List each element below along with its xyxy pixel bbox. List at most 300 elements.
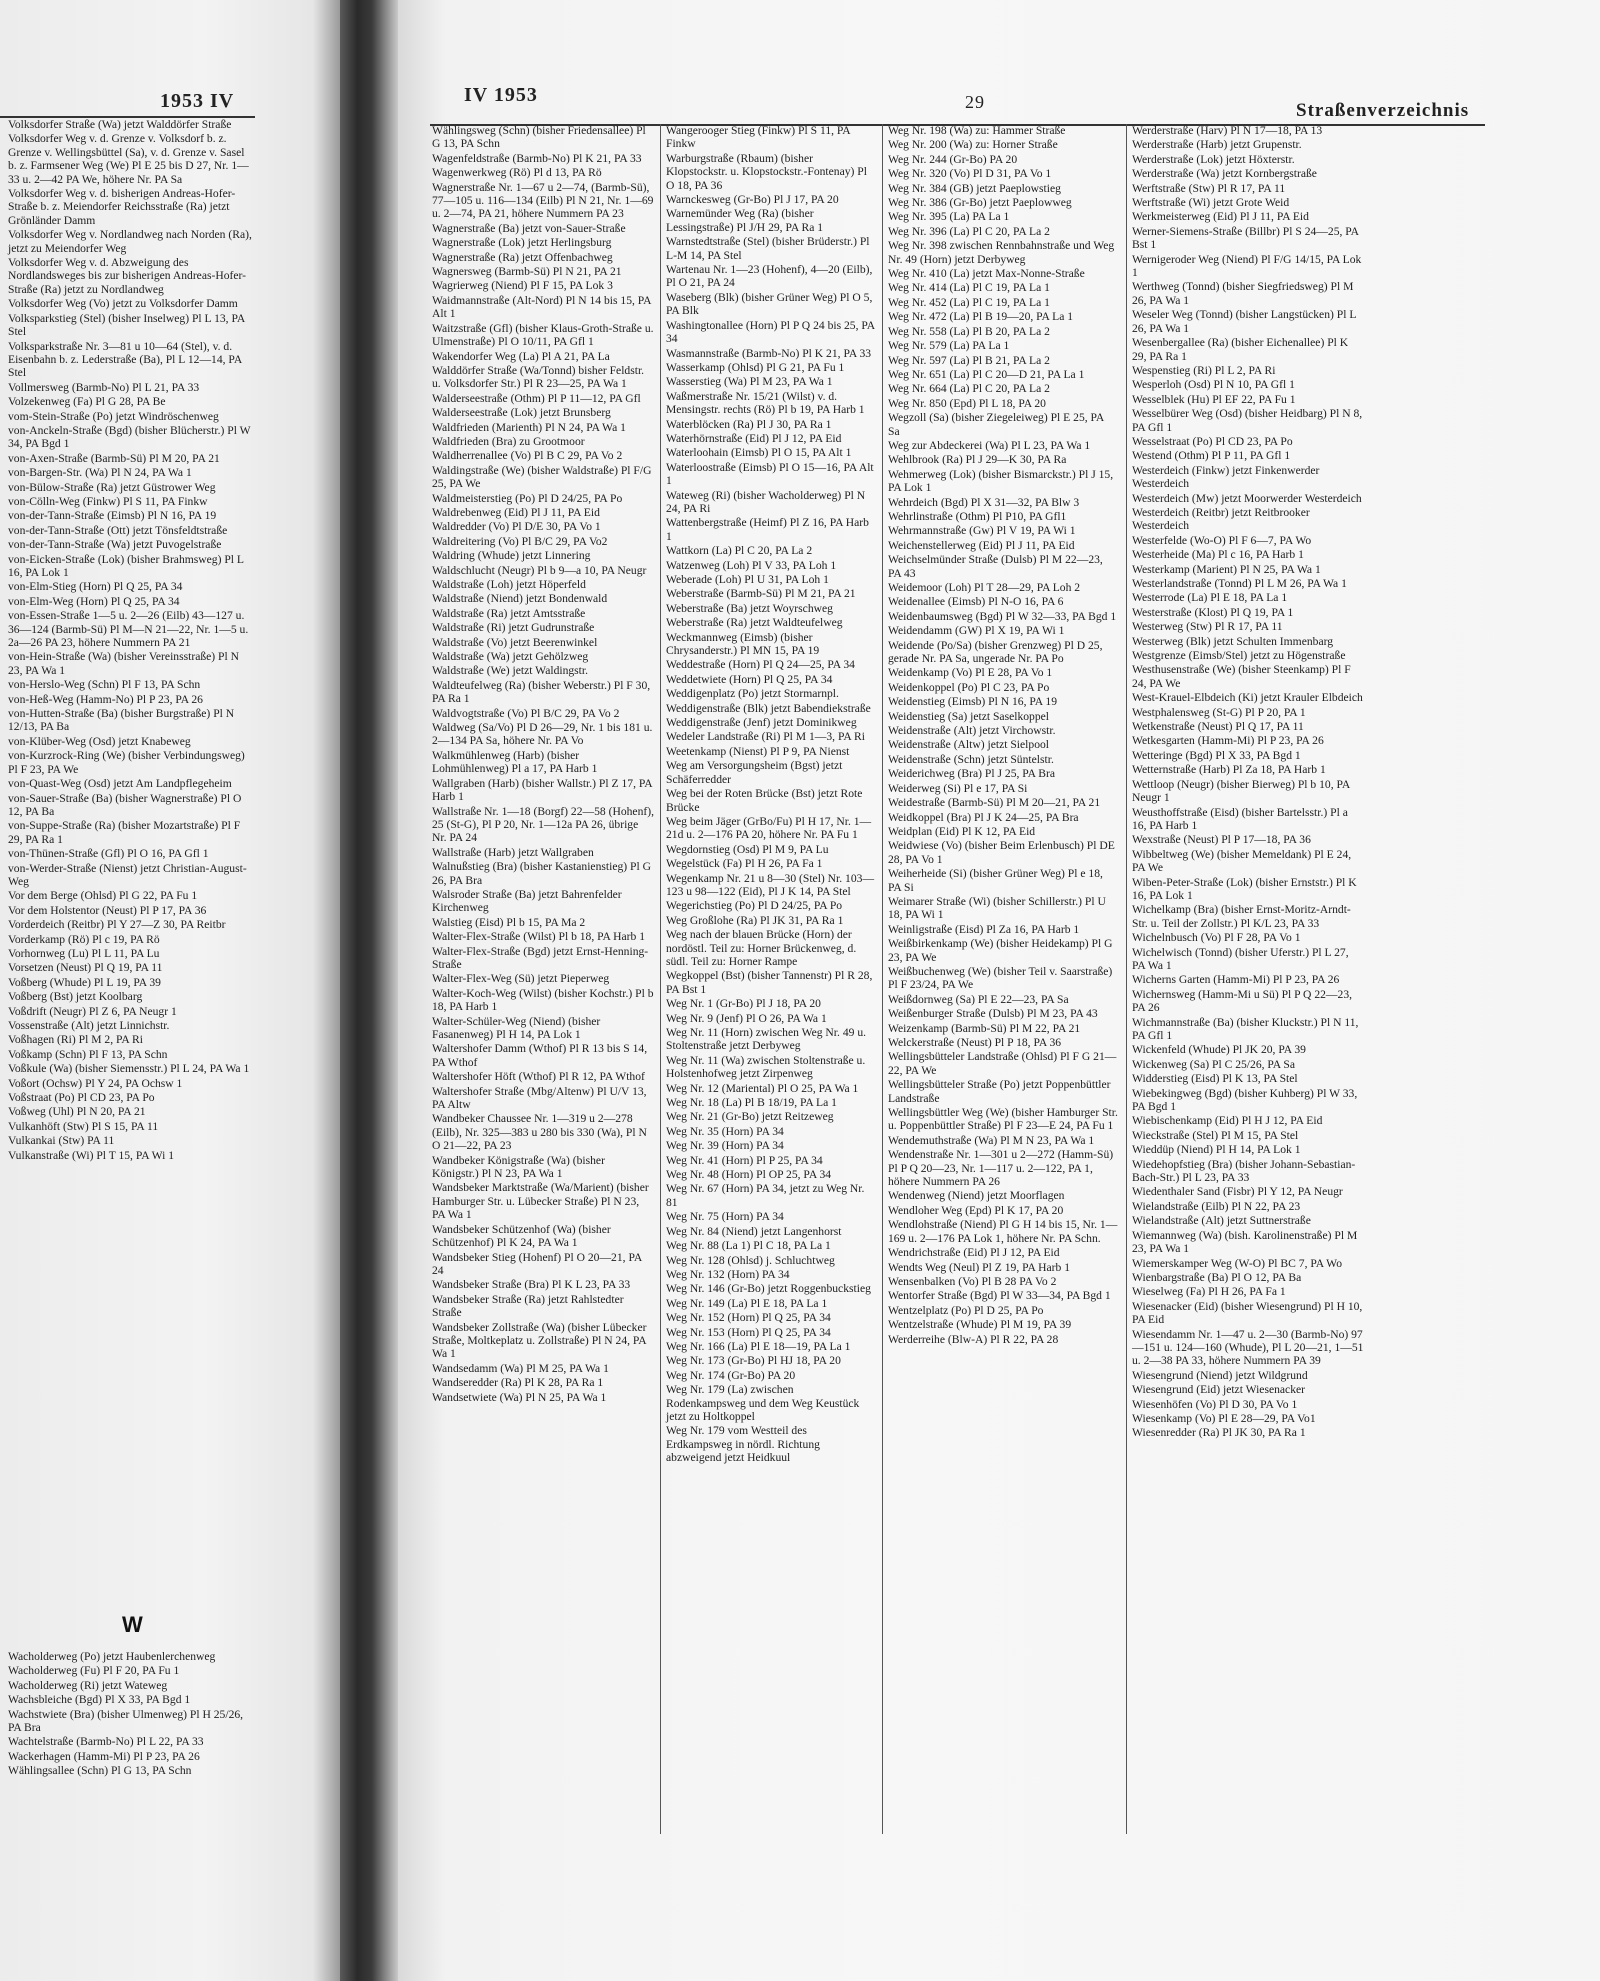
directory-entry: Weddigenstraße (Blk) jetzt Babendiekstraße bbox=[666, 701, 871, 715]
directory-entry: von-Heß-Weg (Hamm-No) Pl P 23, PA 26 bbox=[8, 692, 203, 706]
directory-entry: Volksdorfer Straße (Wa) jetzt Walddörfer Straße bbox=[8, 118, 232, 131]
directory-entry: Vulkankai (Stw) PA 11 bbox=[8, 1134, 115, 1148]
directory-entry: Weidendamm (GW) Pl X 19, PA Wi 1 bbox=[888, 624, 1065, 638]
directory-entry: Weberstraße (Ra) jetzt Waldteufelweg bbox=[666, 616, 843, 630]
directory-entry: Wendlohstraße (Niend) Pl G H 14 bis 15, Nr. 1—169 u. 2—176 PA Lok 1, höhere Nr. PA Schn. bbox=[888, 1218, 1118, 1245]
directory-entry: Weberstraße (Barmb-Sü) Pl M 21, PA 21 bbox=[666, 587, 856, 601]
directory-entry: Vorderkamp (Rö) Pl c 19, PA Rö bbox=[8, 932, 160, 946]
directory-entry: Weg Nr. 146 (Gr-Bo) jetzt Roggenbuckstieg bbox=[666, 1282, 871, 1296]
directory-entry: von-der-Tann-Straße (Ott) jetzt Tönsfeldtstraße bbox=[8, 523, 228, 537]
directory-entry: Voßberg (Whude) Pl L 19, PA 39 bbox=[8, 975, 161, 989]
directory-entry: Weg beim Jäger (GrBo/Fu) Pl H 17, Nr. 1—21d u. 2—176 PA 20, höhere Nr. PA Fu 1 bbox=[666, 814, 872, 842]
directory-entry: Weg Nr. 12 (Mariental) Pl O 25, PA Wa 1 bbox=[666, 1081, 859, 1095]
directory-entry: Wichmannstraße (Ba) (bisher Kluckstr.) Pl N 11, PA Gfl 1 bbox=[1132, 1015, 1362, 1042]
directory-entry: Wagnersweg (Barmb-Sü) Pl N 21, PA 21 bbox=[432, 265, 622, 279]
directory-entry: Wakendorfer Weg (La) Pl A 21, PA La bbox=[432, 349, 610, 363]
directory-entry: Wangerooger Stieg (Finkw) Pl S 11, PA Finkw bbox=[666, 124, 853, 151]
directory-entry: Wieddüp (Niend) Pl H 14, PA Lok 1 bbox=[1132, 1143, 1301, 1157]
directory-entry: Wiesenkamp (Vo) Pl E 28—29, PA Vo1 bbox=[1132, 1411, 1316, 1425]
directory-entry: Wagnerstraße Nr. 1—67 u 2—74, (Barmb-Sü), 77—105 u. 116—134 (Eilb) Pl N 21, Nr. 1—69 u. 2—74, PA 21, höhere Nummern PA 23 bbox=[432, 180, 657, 221]
directory-entry: Weg Nr. 84 (Niend) jetzt Langenhorst bbox=[666, 1224, 842, 1238]
directory-entry: Weichselmünder Straße (Dulsb) Pl M 22—23, PA 43 bbox=[888, 553, 1106, 580]
directory-entry: Weidenstraße (Alt) jetzt Virchowstr. bbox=[888, 724, 1056, 738]
directory-entry: Walsroder Straße (Ba) jetzt Bahrenfelder Kirchenweg bbox=[432, 887, 625, 915]
directory-entry: Weg Nr. 850 (Epd) Pl L 18, PA 20 bbox=[888, 396, 1046, 410]
directory-entry: Weidende (Po/Sa) (bisher Grenzweg) Pl D 25, gerade Nr. PA Sa, ungerade Nr. PA Po bbox=[888, 638, 1106, 666]
directory-entry: Widderstieg (Eisd) Pl K 13, PA Stel bbox=[1132, 1072, 1298, 1086]
directory-entry: Wandbeker Königstraße (Wa) (bisher Königstr.) Pl N 23, PA Wa 1 bbox=[432, 1153, 608, 1181]
directory-entry: Weidplan (Eid) Pl K 12, PA Eid bbox=[888, 824, 1036, 838]
directory-entry: Wiesengrund (Eid) jetzt Wiesenacker bbox=[1132, 1383, 1306, 1397]
directory-entry: Wedeler Landstraße (Ri) Pl M 1—3, PA Ri bbox=[666, 730, 865, 744]
directory-entry: Weg nach der blauen Brücke (Horn) der nordöstl. Teil zu: Horner Brückenweg, d. südl. Teil zu: Horner Rampe bbox=[666, 928, 860, 968]
directory-entry: Weusthoffstraße (Eisd) (bisher Bartelsstr.) Pl a 16, PA Harb 1 bbox=[1132, 805, 1351, 832]
directory-entry: Weinligstraße (Eisd) Pl Za 16, PA Harb 1 bbox=[888, 922, 1080, 936]
directory-entry: Weiderichweg (Bra) Pl J 25, PA Bra bbox=[888, 767, 1056, 781]
directory-entry: Walter-Flex-Straße (Bgd) jetzt Ernst-Henning-Straße bbox=[432, 944, 649, 971]
directory-entry: Waterblöcken (Ra) Pl J 30, PA Ra 1 bbox=[666, 417, 832, 431]
directory-entry: Wentzelplatz (Po) Pl D 25, PA Po bbox=[888, 1303, 1044, 1317]
directory-entry: Westerkamp (Marient) Pl N 25, PA Wa 1 bbox=[1132, 562, 1321, 576]
directory-entry: Weidestraße (Barmb-Sü) Pl M 20—21, PA 21 bbox=[888, 796, 1101, 810]
directory-entry: Waldstraße (Ra) jetzt Amtsstraße bbox=[432, 606, 586, 620]
directory-entry: Wichernsweg (Hamm-Mi u Sü) Pl P Q 22—23, PA 26 bbox=[1132, 987, 1355, 1015]
directory-entry: Wichelwisch (Tonnd) (bisher Uferstr.) Pl L 27, PA Wa 1 bbox=[1132, 945, 1352, 972]
directory-entry: Weg Nr. 472 (La) Pl B 19—20, PA La 1 bbox=[888, 310, 1074, 324]
directory-entry: Voßhagen (Ri) Pl M 2, PA Ri bbox=[8, 1033, 143, 1047]
directory-entry: Weidenstraße (Schn) jetzt Süntelstr. bbox=[888, 752, 1054, 766]
directory-entry: Waltershofer Straße (Mbg/Altenw) Pl U/V 13, PA Altw bbox=[432, 1084, 650, 1112]
left-page bbox=[0, 0, 340, 1981]
directory-entry: Waterloostraße (Eimsb) Pl O 15—16, PA Alt 1 bbox=[666, 460, 877, 488]
directory-entry: Waßmerstraße Nr. 15/21 (Wilst) v. d. Mensingstr. rechts (Rö) Pl b 19, PA Harb 1 bbox=[666, 389, 865, 417]
directory-entry: Weidemoor (Loh) Pl T 28—29, PA Loh 2 bbox=[888, 581, 1081, 594]
left-column-top bbox=[8, 118, 256, 1580]
directory-entry: Wickenfeld (Whude) Pl JK 20, PA 39 bbox=[1132, 1043, 1306, 1057]
directory-entry: Walter-Flex-Straße (Wilst) Pl b 18, PA Harb 1 bbox=[432, 930, 646, 944]
directory-entry: Wetkenstraße (Neust) Pl Q 17, PA 11 bbox=[1132, 720, 1304, 734]
directory-entry: Waterhörnstraße (Eid) Pl J 12, PA Eid bbox=[666, 431, 842, 445]
directory-entry: Wartenau Nr. 1—23 (Hohenf), 4—20 (Eilb), Pl O 21, PA 24 bbox=[666, 263, 876, 290]
directory-entry: Wendenweg (Niend) jetzt Moorflagen bbox=[888, 1189, 1065, 1203]
directory-entry: Weidenstieg (Sa) jetzt Saselkoppel bbox=[888, 709, 1050, 723]
directory-entry: Wasserstieg (Wa) Pl M 23, PA Wa 1 bbox=[666, 375, 833, 389]
directory-entry: Voßstraat (Po) Pl CD 23, PA Po bbox=[8, 1091, 155, 1105]
directory-entry: Westerweg (Stw) Pl R 17, PA 11 bbox=[1132, 620, 1283, 634]
directory-entry: Warnstedtstraße (Stel) (bisher Brüderstr.) Pl L-M 14, PA Stel bbox=[666, 235, 873, 262]
directory-entry: vom-Stein-Straße (Po) jetzt Windröschenweg bbox=[8, 409, 219, 423]
directory-entry: Weg Nr. 67 (Horn) PA 34, jetzt zu Weg Nr. 81 bbox=[666, 1182, 868, 1209]
column-divider-2 bbox=[882, 124, 883, 1834]
directory-entry: Waldstraße (Ri) jetzt Gudrunstraße bbox=[432, 621, 595, 635]
directory-entry: Waltershofer Damm (Wthof) Pl R 13 bis S 14, PA Wthof bbox=[432, 1042, 651, 1069]
directory-entry: Vorsetzen (Neust) Pl Q 19, PA 11 bbox=[8, 961, 163, 975]
directory-entry: Wacholderweg (Ri) jetzt Wateweg bbox=[8, 1678, 168, 1692]
directory-entry: Wetkesgarten (Hamm-Mi) Pl P 23, PA 26 bbox=[1132, 734, 1324, 748]
directory-entry: Wandsbeker Straße (Ra) jetzt Rahlstedter Straße bbox=[432, 1292, 627, 1320]
directory-entry: Wagenfeldstraße (Barmb-No) Pl K 21, PA 33 bbox=[432, 151, 642, 165]
directory-entry: Weidenkoppel (Po) Pl C 23, PA Po bbox=[888, 680, 1050, 694]
directory-entry: Weg Nr. 88 (La 1) Pl C 18, PA La 1 bbox=[666, 1239, 831, 1253]
directory-entry: Wendemuthstraße (Wa) Pl M N 23, PA Wa 1 bbox=[888, 1133, 1095, 1147]
directory-entry: Wetteringe (Bgd) Pl X 33, PA Bgd 1 bbox=[1132, 748, 1301, 762]
directory-entry: von-Essen-Straße 1—5 u. 2—26 (Eilb) 43—127 u. 36—124 (Barmb-Sü) Pl M—N 21—22, Nr. 1—5 u. 2a—26 PA 23, höhere Nummern PA 21 bbox=[8, 609, 252, 650]
directory-entry: Wiesenhöfen (Vo) Pl D 30, PA Vo 1 bbox=[1132, 1397, 1298, 1411]
directory-entry: Weg Nr. 39 (Horn) PA 34 bbox=[666, 1139, 784, 1153]
directory-entry: Weg Nr. 398 zwischen Rennbahnstraße und Weg Nr. 49 (Horn) jetzt Derbyweg bbox=[888, 239, 1118, 266]
directory-entry: Waldring (Whude) jetzt Linnering bbox=[432, 549, 591, 563]
directory-entry: Volksdorfer Weg v. d. bisherigen Andreas-Hofer-Straße b. z. Meiendorfer Reichsstraße (Ra) jetzt Grönländer Damm bbox=[8, 187, 236, 227]
right-column-3 bbox=[888, 124, 1121, 1834]
directory-entry: Wallstraße Nr. 1—18 (Borgf) 22—58 (Hohenf), 25 (St-G), Pl P 20, Nr. 1—12a PA 26, übrige Nr. PA 24 bbox=[432, 804, 657, 845]
directory-entry: Wichelnbusch (Vo) Pl F 28, PA Vo 1 bbox=[1132, 931, 1301, 945]
directory-entry: Wandsbeker Zollstraße (Wa) (bisher Lübecker Straße, Moltkeplatz u. Zollstraße) Pl N 24, PA Wa 1 bbox=[432, 1320, 650, 1361]
directory-entry: Weg Nr. 579 (La) PA La 1 bbox=[888, 339, 1010, 353]
left-column-bottom bbox=[8, 1650, 256, 1882]
directory-entry: Wandsbeker Schützenhof (Wa) (bisher Schützenhof) Pl K 24, PA Wa 1 bbox=[432, 1222, 614, 1250]
directory-entry: Wichelkamp (Bra) (bisher Ernst-Moritz-Arndt-Str. u. Teil der Zollstr.) Pl K/L 23, PA 33 bbox=[1132, 903, 1351, 930]
directory-entry: Wehlbrook (Ra) Pl J 29—K 30, PA Ra bbox=[888, 453, 1067, 467]
directory-entry: Wagrierweg (Niend) Pl F 15, PA Lok 3 bbox=[432, 279, 613, 293]
directory-entry: von-Klüber-Weg (Osd) jetzt Knabeweg bbox=[8, 734, 191, 748]
directory-entry: Wagenwerkweg (Rö) Pl d 13, PA Rö bbox=[432, 166, 602, 180]
directory-entry: Westerfelde (Wo-O) Pl F 6—7, PA Wo bbox=[1132, 533, 1312, 547]
right-column-4 bbox=[1132, 124, 1367, 1834]
directory-entry: Walter-Koch-Weg (Wilst) (bisher Kochstr.) Pl b 18, PA Harb 1 bbox=[432, 986, 657, 1014]
directory-entry: von-Elm-Stieg (Horn) Pl Q 25, PA 34 bbox=[8, 580, 183, 594]
section-letter-w: W bbox=[122, 1612, 143, 1637]
left-page-header: 1953 IV bbox=[160, 90, 235, 112]
directory-entry: Werderreihe (Blw-A) Pl R 22, PA 28 bbox=[888, 1332, 1059, 1346]
directory-entry: von-Sauer-Straße (Ba) (bisher Wagnerstraße) Pl O 12, PA Ba bbox=[8, 791, 245, 818]
directory-entry: Wettloop (Neugr) (bisher Bierweg) Pl b 10, PA Neugr 1 bbox=[1132, 777, 1353, 805]
directory-entry: Wieselweg (Fa) Pl H 26, PA Fa 1 bbox=[1132, 1285, 1286, 1299]
directory-entry: Westerweg (Blk) jetzt Schulten Immenbarg bbox=[1132, 634, 1334, 648]
directory-entry: Wentzelstraße (Whude) Pl M 19, PA 39 bbox=[888, 1318, 1072, 1332]
right-page bbox=[398, 0, 1600, 1981]
directory-entry: Westerrode (La) Pl E 18, PA La 1 bbox=[1132, 591, 1288, 605]
directory-entry: Wernigeroder Weg (Niend) Pl F/G 14/15, PA Lok 1 bbox=[1132, 252, 1365, 280]
directory-entry: Wegenkamp Nr. 21 u 8—30 (Stel) Nr. 103—123 u 98—122 (Eid), Pl J K 14, PA Stel bbox=[666, 871, 875, 898]
directory-entry: Wandbeker Chaussee Nr. 1—319 u 2—278 (Eilb), Nr. 325—383 u 280 bis 330 (Wa), Pl N O 21—22, PA 23 bbox=[432, 1112, 650, 1153]
directory-entry: Wiesengrund (Niend) jetzt Wildgrund bbox=[1132, 1368, 1308, 1382]
directory-entry: Westerdeich (Finkw) jetzt Finkenwerder Westerdeich bbox=[1132, 463, 1323, 491]
directory-entry: Wegzoll (Sa) (bisher Ziegeleiweg) Pl E 25, PA Sa bbox=[888, 411, 1107, 438]
directory-entry: Welckerstraße (Neust) Pl P 18, PA 36 bbox=[888, 1036, 1062, 1049]
directory-entry: Waldherrenallee (Vo) Pl B C 29, PA Vo 2 bbox=[432, 449, 623, 463]
directory-entry: Warnckesweg (Gr-Bo) Pl J 17, PA 20 bbox=[666, 193, 839, 207]
directory-entry: Wegkoppel (Bst) (bisher Tannenstr) Pl R 28, PA Bst 1 bbox=[666, 969, 876, 996]
directory-entry: Waldschlucht (Neugr) Pl b 9—a 10, PA Neugr bbox=[432, 563, 647, 577]
directory-entry: Weg Nr. 396 (La) Pl C 20, PA La 2 bbox=[888, 224, 1050, 238]
directory-entry: Weg Nr. 166 (La) Pl E 18—19, PA La 1 bbox=[666, 1339, 851, 1353]
directory-entry: Waldstraße (Niend) jetzt Bondenwald bbox=[432, 592, 608, 606]
directory-entry: von-Kurzrock-Ring (We) (bisher Verbindungsweg) Pl F 23, PA We bbox=[8, 749, 248, 776]
directory-entry: Voßkule (Wa) (bisher Siemensstr.) Pl L 24, PA Wa 1 bbox=[8, 1062, 250, 1076]
directory-entry: Wieckstraße (Stel) Pl M 15, PA Stel bbox=[1132, 1128, 1299, 1142]
directory-entry: Weidwiese (Vo) (bisher Beim Erlenbusch) Pl DE 28, PA Vo 1 bbox=[888, 839, 1118, 866]
directory-entry: Wegerichstieg (Po) Pl D 24/25, PA Po bbox=[666, 899, 843, 913]
directory-entry: Wiebekingweg (Bgd) (bisher Kuhberg) Pl W 33, PA Bgd 1 bbox=[1132, 1086, 1361, 1114]
directory-entry: Volzekenweg (Fa) Pl G 28, PA Be bbox=[8, 395, 166, 409]
directory-entry: Weichenstellerweg (Eid) Pl J 11, PA Eid bbox=[888, 538, 1075, 552]
directory-entry: Weißenburger Straße (Dulsb) Pl M 23, PA 43 bbox=[888, 1007, 1098, 1021]
right-column-1 bbox=[432, 124, 657, 1834]
directory-entry: Wachsbleiche (Bgd) Pl X 33, PA Bgd 1 bbox=[8, 1693, 191, 1707]
directory-entry: Wicherns Garten (Hamm-Mi) Pl P 23, PA 26 bbox=[1132, 973, 1340, 987]
directory-entry: Waldteufelweg (Ra) (bisher Weberstr.) Pl F 30, PA Ra 1 bbox=[432, 678, 654, 706]
directory-entry: Wandsetwiete (Wa) Pl N 25, PA Wa 1 bbox=[432, 1390, 607, 1404]
directory-entry: Volksdorfer Weg (Vo) jetzt zu Volksdorfer Damm bbox=[8, 297, 238, 311]
directory-entry: Weidenstraße (Altw) jetzt Sielpool bbox=[888, 738, 1050, 752]
directory-entry: Wellingsbüttler Weg (We) (bisher Hamburger Str. u. Poppenbüttler Straße) Pl F 23—E 24, PA Fu 1 bbox=[888, 1106, 1121, 1133]
directory-entry: Weg Nr. 41 (Horn) Pl P 25, PA 34 bbox=[666, 1153, 823, 1167]
directory-entry: Wickenweg (Sa) Pl C 25/26, PA Sa bbox=[1132, 1057, 1296, 1071]
directory-entry: Werthweg (Tonnd) (bisher Siegfriedsweg) Pl M 26, PA Wa 1 bbox=[1132, 280, 1357, 307]
directory-entry: von-Bülow-Straße (Ra) jetzt Güstrower Weg bbox=[8, 480, 216, 494]
directory-entry: Weg bei der Roten Brücke (Bst) jetzt Rote Brücke bbox=[666, 787, 866, 814]
right-page-header-title: Straßenverzeichnis bbox=[1296, 100, 1470, 121]
directory-entry: Wallgraben (Harb) (bisher Wallstr.) Pl Z 17, PA Harb 1 bbox=[432, 776, 655, 804]
directory-entry: Wegdornstieg (Osd) Pl M 9, PA Lu bbox=[666, 842, 829, 856]
directory-entry: Vor dem Berge (Ohlsd) Pl G 22, PA Fu 1 bbox=[8, 889, 198, 903]
directory-entry: Waseberg (Blk) (bisher Grüner Weg) Pl O 5, PA Blk bbox=[666, 290, 876, 318]
directory-entry: Wellingsbütteler Straße (Po) jetzt Poppenbüttler Landstraße bbox=[888, 1078, 1114, 1105]
directory-entry: Weg Nr. 386 (Gr-Bo) jetzt Paeplowweg bbox=[888, 196, 1072, 210]
directory-entry: Volksdorfer Weg v. Nordlandweg nach Norden (Ra), jetzt zu Meiendorfer Weg bbox=[8, 228, 255, 255]
directory-entry: Vulkanhöft (Stw) Pl S 15, PA 11 bbox=[8, 1119, 159, 1133]
directory-entry: Westhusenstraße (We) (bisher Steenkamp) Pl F 24, PA We bbox=[1132, 663, 1354, 690]
directory-entry: Waldstraße (Wa) jetzt Gehölzweg bbox=[432, 650, 589, 664]
directory-entry: Wehmerweg (Lok) (bisher Bismarckstr.) Pl J 15, PA Lok 1 bbox=[888, 467, 1117, 495]
directory-entry: Walderseestraße (Othm) Pl P 11—12, PA Gfl bbox=[432, 391, 641, 405]
directory-entry: Weg Nr. 9 (Jenf) Pl O 26, PA Wa 1 bbox=[666, 1011, 827, 1025]
directory-entry: Werftstraße (Stw) Pl R 17, PA 11 bbox=[1132, 181, 1286, 195]
directory-entry: Weg Großlohe (Ra) Pl JK 31, PA Ra 1 bbox=[666, 913, 844, 927]
directory-entry: Waldstraße (Loh) jetzt Höperfeld bbox=[432, 578, 586, 591]
directory-entry: Wachstwiete (Bra) (bisher Ulmenweg) Pl H 25/26, PA Bra bbox=[8, 1707, 246, 1735]
directory-entry: Weg Nr. 75 (Horn) PA 34 bbox=[666, 1210, 784, 1224]
directory-entry: Westgrenze (Eimsb/Stel) jetzt zu Högenstraße bbox=[1132, 649, 1346, 663]
directory-entry: Voßdrift (Neugr) Pl Z 6, PA Neugr 1 bbox=[8, 1004, 177, 1018]
directory-entry: Voßort (Ochsw) Pl Y 24, PA Ochsw 1 bbox=[8, 1076, 183, 1090]
directory-entry: Walter-Flex-Weg (Sü) jetzt Pieperweg bbox=[432, 972, 610, 986]
directory-entry: Wandsbeker Stieg (Hohenf) Pl O 20—21, PA 24 bbox=[432, 1250, 645, 1277]
directory-entry: Waitzstraße (Gfl) (bisher Klaus-Groth-Straße u. Ulmenstraße) Pl O 10/11, PA Gfl 1 bbox=[432, 321, 657, 349]
directory-entry: Werderstraße (Harb) jetzt Grupenstr. bbox=[1132, 138, 1302, 152]
directory-entry: Weg Nr. 173 (Gr-Bo) Pl HJ 18, PA 20 bbox=[666, 1354, 841, 1368]
page-number: 29 bbox=[965, 92, 985, 112]
directory-entry: Wählingsallee (Schn) Pl G 13, PA Schn bbox=[8, 1764, 192, 1778]
directory-entry: Waldstraße (Vo) jetzt Beerenwinkel bbox=[432, 635, 598, 649]
directory-entry: Wandseredder (Ra) Pl K 28, PA Ra 1 bbox=[432, 1376, 604, 1390]
directory-entry: Weberade (Loh) Pl U 31, PA Loh 1 bbox=[666, 573, 829, 586]
directory-entry: Weg Nr. 174 (Gr-Bo) PA 20 bbox=[666, 1368, 796, 1382]
directory-entry: Volksdorfer Weg v. d. Abzweigung des Nordlandsweges bis zur bisherigen Andreas-Hofer-Straße (Ra) jetzt zu Nordlandweg bbox=[8, 256, 247, 296]
directory-entry: Wehrlinstraße (Othm) Pl P10, PA Gfl1 bbox=[888, 509, 1067, 523]
directory-entry: Werderstraße (Lok) jetzt Höxterstr. bbox=[1132, 152, 1295, 166]
directory-entry: Westerlandstraße (Tonnd) Pl L M 26, PA Wa 1 bbox=[1132, 577, 1347, 590]
directory-entry: Weddigenstraße (Jenf) jetzt Dominikweg bbox=[666, 716, 857, 730]
directory-entry: Wateweg (Ri) (bisher Wacholderweg) Pl N 24, PA Ri bbox=[666, 488, 869, 515]
directory-entry: Weidenbaumsweg (Bgd) Pl W 32—33, PA Bgd 1 bbox=[888, 609, 1117, 623]
directory-entry: Wesselstraat (Po) Pl CD 23, PA Po bbox=[1132, 434, 1293, 448]
directory-entry: Vollmersweg (Barmb-No) Pl L 21, PA 33 bbox=[8, 380, 200, 394]
directory-entry: von-Quast-Weg (Osd) jetzt Am Landpflegeheim bbox=[8, 777, 232, 791]
directory-entry: Weg Nr. 153 (Horn) Pl Q 25, PA 34 bbox=[666, 1325, 831, 1339]
directory-entry: Weg Nr. 1 (Gr-Bo) Pl J 18, PA 20 bbox=[666, 997, 821, 1011]
directory-entry: Wagnerstraße (Ra) jetzt Offenbachweg bbox=[432, 250, 613, 264]
column-divider-3 bbox=[1126, 124, 1127, 1834]
directory-entry: Waltershofer Höft (Wthof) Pl R 12, PA Wthof bbox=[432, 1070, 645, 1084]
directory-entry: Weg Nr. 128 (Ohlsd) j. Schluchtweg bbox=[666, 1253, 835, 1267]
directory-entry: Werftstraße (Wi) jetzt Grote Weid bbox=[1132, 196, 1290, 210]
directory-entry: Weg Nr. 395 (La) PA La 1 bbox=[888, 210, 1010, 224]
directory-entry: Warnemünder Weg (Ra) (bisher Lessingstraße) Pl J/H 29, PA Ra 1 bbox=[666, 207, 824, 234]
directory-entry: Weg Nr. 21 (Gr-Bo) jetzt Reitzeweg bbox=[666, 1110, 834, 1124]
directory-entry: Wacholderweg (Fu) Pl F 20, PA Fu 1 bbox=[8, 1664, 180, 1678]
directory-entry: Weg Nr. 410 (La) jetzt Max-Nonne-Straße bbox=[888, 267, 1085, 281]
directory-entry: Weg Nr. 48 (Horn) Pl OP 25, PA 34 bbox=[666, 1168, 832, 1182]
directory-entry: Weg Nr. 597 (La) Pl B 21, PA La 2 bbox=[888, 353, 1050, 367]
directory-entry: Vulkanstraße (Wi) Pl T 15, PA Wi 1 bbox=[8, 1148, 175, 1162]
directory-entry: von-Anckeln-Straße (Bgd) (bisher Blücherstr.) Pl W 34, PA Bgd 1 bbox=[8, 423, 254, 451]
directory-entry: Wachtelstraße (Barmb-No) Pl L 22, PA 33 bbox=[8, 1735, 204, 1749]
directory-entry: Waldingstraße (We) (bisher Waldstraße) Pl F/G 25, PA We bbox=[432, 463, 655, 491]
directory-entry: von-Suppe-Straße (Ra) (bisher Mozartstraße) Pl F 29, PA Ra 1 bbox=[8, 819, 244, 846]
directory-entry: Weg Nr. 384 (GB) jetzt Paeplowstieg bbox=[888, 181, 1061, 195]
directory-entry: Weißdornweg (Sa) Pl E 22—23, PA Sa bbox=[888, 992, 1069, 1006]
directory-entry: Vor dem Holstentor (Neust) Pl P 17, PA 36 bbox=[8, 903, 207, 917]
directory-entry: Weimarer Straße (Wi) (bisher Schillerstr.) Pl U 18, PA Wi 1 bbox=[888, 894, 1109, 922]
directory-entry: Wiebischenkamp (Eid) Pl H J 12, PA Eid bbox=[1132, 1114, 1323, 1128]
directory-entry: Wendenstraße Nr. 1—301 u 2—272 (Hamm-Sü) Pl P Q 20—23, Nr. 1—117 u. 2—122, PA 1, höhere Nummern PA 26 bbox=[888, 1148, 1117, 1189]
directory-entry: Waldweg (Sa/Vo) Pl D 26—29, Nr. 1 bis 181 u. 2—134 PA Sa, höhere Nr. PA Vo bbox=[432, 721, 656, 748]
directory-entry: Wexstraße (Neust) Pl P 17—18, PA 36 bbox=[1132, 833, 1311, 847]
directory-entry: Wegelstück (Fa) Pl H 26, PA Fa 1 bbox=[666, 857, 823, 871]
directory-entry: Weetenkamp (Nienst) Pl P 9, PA Nienst bbox=[666, 744, 850, 758]
directory-entry: Wattkorn (La) Pl C 20, PA La 2 bbox=[666, 544, 813, 558]
directory-entry: Washingtonallee (Horn) Pl P Q 24 bis 25, PA 34 bbox=[666, 318, 878, 346]
directory-entry: Weg Nr. 11 (Horn) zwischen Weg Nr. 49 u. Stoltenstraße jetzt Derbyweg bbox=[666, 1026, 869, 1053]
directory-entry: Wibbeltweg (We) (bisher Memeldank) Pl E 24, PA We bbox=[1132, 847, 1355, 875]
directory-entry: Vorhornweg (Lu) Pl L 11, PA Lu bbox=[8, 946, 160, 960]
directory-entry: Walstieg (Eisd) Pl b 15, PA Ma 2 bbox=[432, 915, 586, 929]
directory-entry: von-der-Tann-Straße (Wa) jetzt Puvogelstraße bbox=[8, 538, 222, 552]
directory-entry: Wensenbalken (Vo) Pl B 28 PA Vo 2 bbox=[888, 1274, 1057, 1288]
directory-entry: Wiedenthaler Sand (Fisbr) Pl Y 12, PA Neugr bbox=[1132, 1185, 1343, 1199]
directory-entry: Weg Nr. 320 (Vo) Pl D 31, PA Vo 1 bbox=[888, 167, 1052, 181]
directory-entry: Wandsedamm (Wa) Pl M 25, PA Wa 1 bbox=[432, 1361, 609, 1375]
directory-entry: Wiemerskamper Weg (W-O) Pl BC 7, PA Wo bbox=[1132, 1256, 1342, 1270]
directory-entry: Wasmannstraße (Barmb-No) Pl K 21, PA 33 bbox=[666, 346, 872, 360]
directory-entry: Warburgstraße (Rbaum) (bisher Klopstockstr. u. Klopstockstr.-Fontenay) Pl O 18, PA 36 bbox=[666, 151, 870, 192]
directory-entry: Westerdeich (Reitbr) jetzt Reitbrooker Westerdeich bbox=[1132, 505, 1313, 533]
directory-entry: Wehrmannstraße (Gw) Pl V 19, PA Wi 1 bbox=[888, 524, 1076, 538]
directory-entry: Wesselbürer Weg (Osd) (bisher Heidbarg) Pl N 8, PA Gfl 1 bbox=[1132, 407, 1366, 434]
directory-entry: Weg Nr. 35 (Horn) PA 34 bbox=[666, 1124, 784, 1138]
directory-entry: Weißbuchenweg (We) (bisher Teil v. Saarstraße) Pl F 23/24, PA We bbox=[888, 964, 1116, 992]
directory-entry: Weidenkamp (Vo) Pl E 28, PA Vo 1 bbox=[888, 666, 1053, 680]
directory-entry: Werner-Siemens-Straße (Billbr) Pl S 24—25, PA Bst 1 bbox=[1132, 224, 1362, 252]
directory-entry: Waldfrieden (Bra) zu Grootmoor bbox=[432, 434, 585, 448]
directory-entry: Walnußstieg (Bra) (bisher Kastanienstieg) Pl G 26, PA Bra bbox=[432, 860, 654, 887]
directory-entry: Wandsbeker Straße (Bra) Pl K L 23, PA 33 bbox=[432, 1278, 631, 1292]
column-divider-1 bbox=[660, 124, 661, 1834]
directory-entry: Weiderweg (Si) Pl e 17, PA Si bbox=[888, 781, 1028, 795]
directory-entry: Westend (Othm) Pl P 11, PA Gfl 1 bbox=[1132, 449, 1291, 463]
directory-entry: Waldmeisterstieg (Po) Pl D 24/25, PA Po bbox=[432, 491, 623, 505]
book-gutter bbox=[340, 0, 398, 1981]
directory-entry: Waterloohain (Eimsb) Pl O 15, PA Alt 1 bbox=[666, 446, 852, 460]
directory-entry: von-Cölln-Weg (Finkw) Pl S 11, PA Finkw bbox=[8, 494, 208, 508]
directory-entry: Weg Nr. 244 (Gr-Bo) PA 20 bbox=[888, 152, 1018, 166]
directory-entry: Westerheide (Ma) Pl c 16, PA Harb 1 bbox=[1132, 548, 1304, 562]
directory-entry: Wiesenredder (Ra) Pl JK 30, PA Ra 1 bbox=[1132, 1426, 1306, 1440]
directory-entry: Waldvogtstraße (Vo) Pl B/C 29, PA Vo 2 bbox=[432, 706, 620, 720]
directory-entry: Wählingsweg (Schn) (bisher Friedensallee) Pl G 13, PA Schn bbox=[432, 124, 649, 151]
directory-entry: Weg am Versorgungsheim (Bgst) jetzt Schäferredder bbox=[666, 759, 846, 786]
directory-entry: Wasserkamp (Ohlsd) Pl G 21, PA Fu 1 bbox=[666, 360, 845, 374]
directory-entry: Wallstraße (Harb) jetzt Wallgraben bbox=[432, 845, 594, 859]
directory-entry: Wellingsbütteler Landstraße (Ohlsd) Pl F G 21—22, PA We bbox=[888, 1050, 1117, 1077]
directory-entry: Volksdorfer Weg v. d. Grenze v. Volksdorf b. z. Grenze v. Wellingsbüttel (Sa), v. d. Grenze v. Sasel b. z. Farmsener Weg (We) Pl E 25 bis D 27, Nr. 1—33 u. 2—42 PA We, höhere Nr. PA Sa bbox=[8, 132, 249, 186]
directory-entry: Wiesenacker (Eid) (bisher Wiesengrund) Pl H 10, PA Eid bbox=[1132, 1299, 1366, 1327]
directory-entry: Walkmühlenweg (Harb) (bisher Lohmühlenweg) Pl a 17, PA Harb 1 bbox=[432, 748, 598, 776]
directory-entry: Vorderdeich (Reitbr) Pl Y 27—Z 30, PA Reitbr bbox=[8, 918, 226, 932]
directory-entry: Weddigenplatz (Po) jetzt Stormarnpl. bbox=[666, 687, 839, 701]
directory-entry: Weg Nr. 18 (La) Pl B 18/19, PA La 1 bbox=[666, 1096, 837, 1110]
right-page-header-year: IV 1953 bbox=[464, 84, 538, 106]
directory-entry: Weg Nr. 179 (La) zwischen Rodenkampsweg und dem Weg Keustück jetzt zu Holtkoppel bbox=[666, 1383, 863, 1423]
directory-entry: Weg Nr. 414 (La) Pl C 19, PA La 1 bbox=[888, 281, 1050, 295]
directory-entry: Weckmannweg (Eimsb) (bisher Chrysanderstr.) Pl MN 15, PA 19 bbox=[666, 630, 820, 658]
directory-entry: Volksparkstieg (Stel) (bisher Inselweg) Pl L 13, PA Stel bbox=[8, 311, 248, 339]
directory-entry: Werderstraße (Wa) jetzt Kornbergstraße bbox=[1132, 167, 1317, 181]
directory-entry: Wattenbergstraße (Heimf) Pl Z 16, PA Harb 1 bbox=[666, 516, 872, 543]
directory-entry: Voßberg (Bst) jetzt Koolbarg bbox=[8, 990, 143, 1004]
directory-entry: Wagnerstraße (Ba) jetzt von-Sauer-Straße bbox=[432, 221, 626, 235]
directory-entry: Waldrebenweg (Eid) Pl J 11, PA Eid bbox=[432, 505, 600, 519]
directory-entry: Waldreitering (Vo) Pl B/C 29, PA Vo2 bbox=[432, 534, 608, 548]
directory-entry: Watzenweg (Loh) Pl V 33, PA Loh 1 bbox=[666, 558, 837, 572]
directory-entry: Wackerhagen (Hamm-Mi) Pl P 23, PA 26 bbox=[8, 1749, 200, 1763]
directory-entry: Walter-Schüler-Weg (Niend) (bisher Fasanenweg) Pl H 14, PA Lok 1 bbox=[432, 1014, 604, 1041]
directory-entry: Waidmannstraße (Alt-Nord) Pl N 14 bis 15, PA Alt 1 bbox=[432, 293, 654, 321]
directory-entry: Wiedehopfstieg (Bra) (bisher Johann-Sebastian-Bach-Str.) Pl L 23, PA 33 bbox=[1132, 1157, 1356, 1185]
directory-entry: von-Axen-Straße (Barmb-Sü) Pl M 20, PA 21 bbox=[8, 451, 220, 465]
directory-entry: Wehrdeich (Bgd) Pl X 31—32, PA Blw 3 bbox=[888, 495, 1080, 509]
directory-entry: Wacholderweg (Po) jetzt Haubenlerchenweg bbox=[8, 1650, 216, 1663]
directory-entry: von-Eicken-Straße (Lok) (bisher Brahmsweg) Pl L 16, PA Lok 1 bbox=[8, 552, 247, 579]
directory-entry: von-Werder-Straße (Nienst) jetzt Christian-August-Weg bbox=[8, 861, 247, 888]
directory-entry: Wandsbeker Marktstraße (Wa/Marient) (bisher Hamburger Str. u. Lübecker Straße) Pl N 23, PA Wa 1 bbox=[432, 1181, 652, 1222]
directory-entry: Wesenbergallee (Ra) (bisher Eichenallee) Pl K 29, PA Ra 1 bbox=[1132, 336, 1352, 363]
directory-entry: West-Krauel-Elbdeich (Ki) jetzt Krauler Elbdeich bbox=[1132, 691, 1363, 705]
directory-entry: von-Hein-Straße (Wa) (bisher Vereinsstraße) Pl N 23, PA Wa 1 bbox=[8, 650, 242, 677]
directory-entry: Waldredder (Vo) Pl D/E 30, PA Vo 1 bbox=[432, 520, 601, 534]
directory-entry: Westerstraße (Klost) Pl Q 19, PA 1 bbox=[1132, 605, 1294, 619]
directory-entry: Wielandstraße (Eilb) Pl N 22, PA 23 bbox=[1132, 1199, 1301, 1213]
directory-entry: Wendts Weg (Neul) Pl Z 19, PA Harb 1 bbox=[888, 1260, 1071, 1274]
directory-entry: Waldfrieden (Marienth) Pl N 24, PA Wa 1 bbox=[432, 420, 626, 434]
directory-entry: Weg Nr. 200 (Wa) zu: Horner Straße bbox=[888, 138, 1058, 152]
directory-entry: Weg Nr. 664 (La) Pl C 20, PA La 2 bbox=[888, 382, 1050, 396]
directory-entry: Wiben-Peter-Straße (Lok) (bisher Ernststr.) Pl K 16, PA Lok 1 bbox=[1132, 875, 1360, 902]
directory-entry: Wespenstieg (Ri) Pl L 2, PA Ri bbox=[1132, 363, 1276, 377]
directory-entry: Wiesendamm Nr. 1—47 u. 2—30 (Barmb-No) 97—151 u. 124—160 (Whude), Pl L 20—21, 1—51 u. 2—38 PA 33, höhere Nummern PA 39 bbox=[1132, 1327, 1367, 1368]
directory-entry: von-der-Tann-Straße (Eimsb) Pl N 16, PA 19 bbox=[8, 509, 217, 523]
